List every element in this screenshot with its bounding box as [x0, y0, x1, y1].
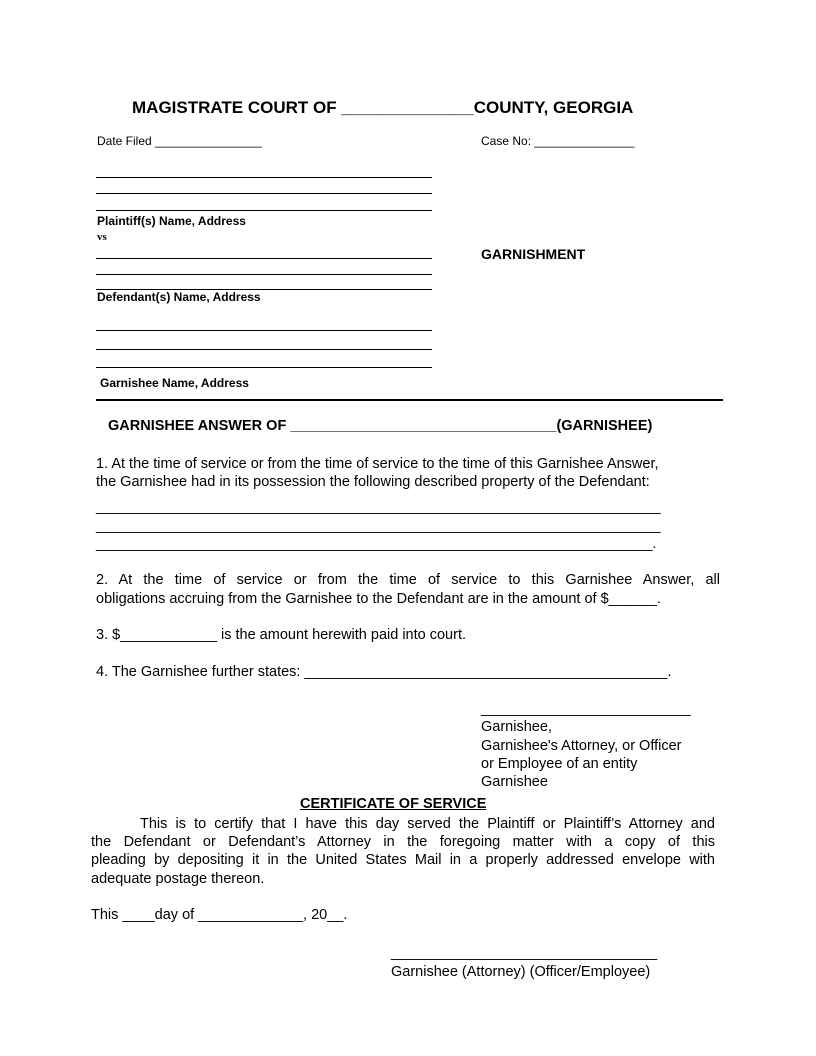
certificate-para-line1: This is to certify that I have this day served the Plaintiff or Plaintiff’s Attorney and: [140, 816, 715, 832]
item1-line2: the Garnishee had in its possession the following described property of the Defendant:: [96, 474, 650, 490]
plaintiff-line-1[interactable]: [96, 177, 432, 178]
certificate-title: CERTIFICATE OF SERVICE: [300, 796, 487, 812]
section-divider: [96, 399, 723, 401]
garnishee-label: Garnishee Name, Address: [100, 376, 249, 390]
defendant-line-2[interactable]: [96, 274, 432, 275]
document-type: GARNISHMENT: [481, 246, 586, 262]
versus-label: vs: [97, 231, 107, 243]
garnishee-line-3[interactable]: [96, 367, 432, 368]
item3-line: 3. $____________ is the amount herewith paid into court.: [96, 627, 467, 643]
certificate-para-line4: adequate postage thereon.: [91, 871, 265, 887]
date-filed-field[interactable]: Date Filed ________________: [97, 134, 262, 148]
item1-blank-3[interactable]: _____________________________________________________________________.: [96, 536, 657, 552]
answer-heading: GARNISHEE ANSWER OF _________________________________(GARNISHEE): [108, 418, 653, 434]
case-number-field[interactable]: Case No: _______________: [481, 134, 635, 148]
service-date-line[interactable]: This ____day of _____________, 20__.: [91, 907, 348, 923]
defendant-label: Defendant(s) Name, Address: [97, 290, 261, 304]
plaintiff-line-2[interactable]: [96, 193, 432, 194]
certificate-para-line3: pleading by depositing it in the United States Mail in a properly addressed envelope with: [91, 852, 715, 868]
signature-label-2: Garnishee's Attorney, or Officer: [481, 738, 682, 754]
item4-line: 4. The Garnishee further states: _____________________________________________.: [96, 664, 672, 680]
plaintiff-line-3[interactable]: [96, 210, 432, 211]
item2-line1: 2. At the time of service or from the time of service to this Garnishee Answer, all: [96, 572, 720, 588]
signature-label-4: Garnishee: [481, 774, 548, 790]
service-signature-label: Garnishee (Attorney) (Officer/Employee): [391, 964, 651, 980]
page-title: MAGISTRATE COURT OF ______________COUNTY, GEORGIA: [132, 98, 634, 117]
plaintiff-label: Plaintiff(s) Name, Address: [97, 214, 246, 228]
garnishee-line-2[interactable]: [96, 349, 432, 350]
signature-label-1: Garnishee,: [481, 719, 552, 735]
garnishee-line-1[interactable]: [96, 330, 432, 331]
certificate-para-line2: the Defendant or Defendant’s Attorney in the foregoing matter with a copy of this: [91, 834, 715, 850]
item1-blank-2[interactable]: ______________________________________________________________________: [96, 518, 661, 534]
service-signature-line[interactable]: _________________________________: [391, 945, 658, 961]
garnishee-signature-line[interactable]: __________________________: [481, 701, 691, 717]
item1-line1: 1. At the time of service or from the time of service to the time of this Garnishee Answer,: [96, 456, 659, 472]
item1-blank-1[interactable]: ______________________________________________________________________: [96, 499, 661, 515]
defendant-line-1[interactable]: [96, 258, 432, 259]
item2-line2: obligations accruing from the Garnishee to the Defendant are in the amount of $______.: [96, 591, 662, 607]
signature-label-3: or Employee of an entity: [481, 756, 638, 772]
